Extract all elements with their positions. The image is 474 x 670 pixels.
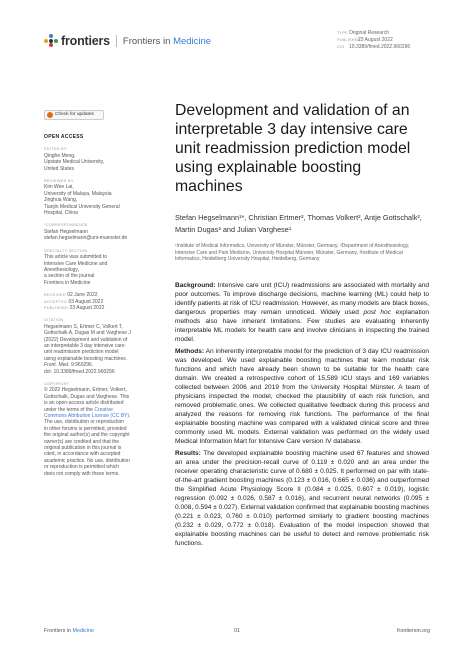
frontiers-logo[interactable] — [44, 34, 211, 48]
edited-by: Qinghe Meng, Upstate Medical University, United States — [44, 152, 105, 172]
abstract — [175, 281, 429, 551]
article-affiliations: ¹Institute of Medical Informatics, University of Münster, Münster, Germany, ²Department of Anesthesiology, Intensive Care and Pain Medicine, University Hospital Münster, Münster, Germany, ³Institute of Medical Informatics, Heidelberg University Hospital, Heidelberg, Germany — [175, 243, 410, 263]
edited-by-label: EDITED BY — [44, 147, 67, 152]
background-label: Background: — [175, 282, 216, 289]
copyright-text-a: © 2022 Hegselmann, Ertmer, Volkert, Gottschalk, Dugas and Varghese. This is an open-access article distributed under the terms of the — [44, 387, 130, 413]
citation-label: CITATION — [44, 318, 64, 323]
meta-doi-label: DOI — [337, 45, 345, 49]
methods-label: Methods: — [175, 348, 205, 355]
meta-published-label: PUBLISHED — [337, 38, 361, 42]
received-date: 02 June 2022 — [67, 292, 98, 299]
frontiers-logo-icon — [44, 34, 58, 48]
meta-doi-value[interactable]: 10.3389/fmed.2022.960296 — [349, 44, 411, 50]
copyright — [44, 387, 156, 477]
citation-journal: Front. Med. — [44, 362, 70, 369]
received-label: RECEIVED — [44, 293, 66, 298]
accepted-label: ACCEPTED — [44, 299, 68, 304]
specialty-section: This article was submitted to Intensive Care Medicine and Anesthesiology, a section of the journal Frontiers in Medicine — [44, 254, 108, 286]
specialty-section-label: SPECIALTY SECTION — [44, 248, 88, 253]
meta-published-value: 23 August 2022 — [358, 37, 393, 43]
article-authors: Stefan Hegselmann¹*, Christian Ertmer², Thomas Volkert², Antje Gottschalk², Martin Dugas³ and Julian Varghese¹ — [175, 213, 422, 234]
results-label: Results: — [175, 450, 201, 457]
logo-divider — [116, 35, 117, 47]
methods-text: An inherently interpretable model for the prediction of 3 day ICU readmission was developed. We used explainable boosting machines that learn modular risk functions and which have already been shown to be suitable for the health care domain. We created a retrospective cohort of 15,589 ICU stays and 169 variables collected between 2006 and 2019 from the University Hospital Münster. A team of physicians inspected the model, checked the plausibility of each risk function, and removed problematic ones. We collected qualitative feedback during this process and analyzed the reasons for removing risk functions. The performance of the final explainable boosting machine was compared with a validated clinical score and three commonly used ML models. External validation was performed on the widely used Medical Information Mart for Intensive Care version IV database. — [175, 348, 429, 445]
footer-journal-prefix: Frontiers in — [44, 628, 73, 634]
abstract-methods — [175, 347, 429, 446]
journal-prefix: Frontiers in — [122, 35, 174, 47]
dates-block — [44, 292, 156, 311]
correspondence-label: *CORRESPONDENCE — [44, 223, 88, 228]
correspondence[interactable]: Stefan Hegselmann stefan.hegselmann@uni-muenster.de — [44, 228, 128, 242]
reviewed-by-label: REVIEWED BY — [44, 179, 74, 184]
published-label: PUBLISHED — [44, 305, 69, 310]
brand-name: frontiers — [61, 34, 110, 48]
copyright-label: COPYRIGHT — [44, 382, 70, 386]
meta-doi-row[interactable] — [337, 44, 410, 51]
check-for-updates-label: Check for updates — [55, 111, 94, 117]
meta-type-label: TYPE — [337, 31, 348, 35]
page-header — [0, 0, 474, 70]
published-date: 23 August 2022 — [69, 304, 105, 311]
reviewed-by: Kim Wee Lai, University of Malaya, Malaysia Jinghua Wang, Tianjin Medical University General Hospital, China — [44, 184, 120, 217]
check-for-updates-button[interactable] — [44, 110, 104, 120]
results-text: The developed explainable boosting machine used 67 features and showed an area under the precision-recall curve of 0.119 ± 0.020 and an area under the receiver operating characteristic curve of 0.680 ± 0.025. It performed on par with state-of-the-art gradient boosting machines (0.123 ± 0.016, 0.665 ± 0.036) and outperformed the Simplified Acute Physiology Score II (0.084 ± 0.025, 0.607 ± 0.019), logistic regression (0.092 ± 0.026, 0.587 ± 0.016), and recurrent neural networks (0.095 ± 0.008, 0.594 ± 0.027). External validation confirmed that explainable boosting machines (0.221 ± 0.023, 0.760 ± 0.010) performed similarly to gradient boosting machines (0.232 ± 0.029, 0.772 ± 0.018). Evaluation of the model inspection showed that explainable boosting machines can be useful to detect and remove problematic risk functions. — [175, 450, 429, 547]
article-title: Development and validation of an interpretable 3 day intensive care unit readmission prediction model using explainable boosting machines — [175, 102, 411, 195]
copyright-text-b: The use, distribution or reproduction in other forums is permitted, provided the original author(s) and the copyright owner(s) are credited and that the original publication in this journal is cited, in accordance with accepted academic practice. No use, distribution or reproduction is permitted which does not comply with these terms. — [44, 419, 130, 477]
accepted-date: 03 August 2022 — [68, 298, 104, 305]
footer-journal-name: Medicine — [72, 628, 95, 634]
meta-published-row — [337, 37, 410, 44]
citation-text: Hegselmann S, Ertmer C, Volkert T, Gottschalk A, Dugas M and Varghese J (2022) Development and validation of an interpretable 3 day intensive care unit readmission prediction model using explainable boosting machines. — [44, 323, 131, 362]
cc-by-license-link[interactable]: Creative Commons Attribution License (CC BY). — [44, 406, 131, 420]
open-access-heading: OPEN ACCESS — [44, 134, 84, 140]
published-row — [44, 305, 156, 311]
journal-name-accent: Medicine — [173, 35, 212, 47]
footer-website-link[interactable]: frontiersin.org — [397, 628, 430, 634]
meta-type-value: Original Research — [349, 30, 390, 36]
journal-name — [123, 36, 211, 47]
page-number: 01 — [234, 628, 240, 634]
meta-type-row — [337, 30, 410, 37]
abstract-results — [175, 449, 429, 548]
article-meta — [337, 30, 410, 51]
sidebar — [44, 110, 156, 477]
background-text-a: Intensive care unit (ICU) readmissions are associated with mortality and poor outcomes. To improve discharge decisions, machine learning (ML) could help to identify patients at risk of ICU readmission. However, as many models are black boxes, dangerous properties may remain unnoticed. Widely used — [175, 282, 429, 316]
citation — [44, 324, 156, 375]
footer-journal[interactable] — [44, 628, 94, 634]
background-text-b: explanation methods also have inherent limitations. Few studies are evaluating inherently interpretable ML models for health care and involve clinicians in inspecting the trained model. — [175, 309, 430, 343]
check-for-updates-icon — [47, 112, 53, 118]
background-text-italic: post hoc — [363, 309, 391, 316]
citation-tail: 9:960296. doi: 10.3389/fmed.2022.960296 — [44, 362, 115, 375]
abstract-background — [175, 281, 429, 344]
